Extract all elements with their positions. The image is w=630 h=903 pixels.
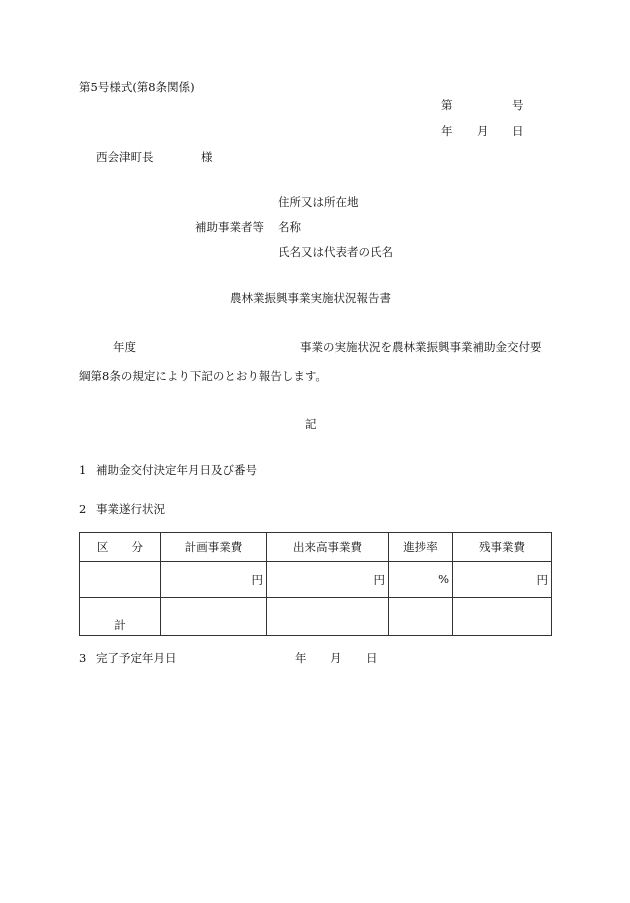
unit-yen: 円 xyxy=(373,573,385,587)
header-remaining-cost: 残事業費 xyxy=(453,533,552,562)
data-cell-planned-cost[interactable] xyxy=(161,562,267,598)
total-cell-progress-rate[interactable] xyxy=(389,598,453,636)
date-year: 年 xyxy=(441,124,453,138)
total-label-cell xyxy=(80,598,161,636)
applicant-rep-label: 氏名又は代表者の氏名 xyxy=(278,245,393,259)
header-actual-cost: 出来高事業費 xyxy=(267,533,389,562)
doc-number-suffix: 号 xyxy=(512,98,524,112)
addressee-name: 西会津町長 xyxy=(96,150,154,164)
body-line2: 綱第8条の規定により下記のとおり報告します。 xyxy=(79,369,327,383)
doc-number-prefix: 第 xyxy=(441,98,453,112)
section3-month: 月 xyxy=(330,651,342,665)
body-fiscal-year: 年度 xyxy=(113,340,136,354)
total-label: 計 xyxy=(114,618,126,632)
section2-text: 事業遂行状況 xyxy=(96,502,165,516)
data-cell-actual-cost[interactable] xyxy=(267,562,389,598)
section3-number: 3 xyxy=(79,651,87,665)
form-number: 第5号様式(第8条関係) xyxy=(79,80,195,94)
body-line1: 事業の実施状況を農林業振興事業補助金交付要 xyxy=(300,340,542,354)
document-title: 農林業振興事業実施状況報告書 xyxy=(230,291,391,305)
data-cell-category[interactable] xyxy=(80,562,161,598)
total-cell-actual-cost[interactable] xyxy=(267,598,389,636)
header-progress-rate: 進捗率 xyxy=(389,533,453,562)
progress-table xyxy=(79,532,552,636)
total-cell-planned-cost[interactable] xyxy=(161,598,267,636)
unit-yen: 円 xyxy=(536,573,548,587)
section1-number: 1 xyxy=(79,463,87,477)
section2-number: 2 xyxy=(79,502,87,516)
applicant-address-label: 住所又は所在地 xyxy=(278,195,359,209)
total-cell-remaining-cost[interactable] xyxy=(453,598,552,636)
unit-yen: 円 xyxy=(251,573,263,587)
data-cell-progress-rate[interactable] xyxy=(389,562,453,598)
section1-text: 補助金交付決定年月日及び番号 xyxy=(96,463,257,477)
unit-percent: % xyxy=(438,572,449,586)
section3-year: 年 xyxy=(295,651,307,665)
header-category: 区 分 xyxy=(80,533,161,562)
section3-text: 完了予定年月日 xyxy=(96,651,177,665)
applicant-label: 補助事業者等 xyxy=(195,220,264,234)
section3-day: 日 xyxy=(366,651,378,665)
ki-heading: 記 xyxy=(305,417,317,431)
applicant-name-label: 名称 xyxy=(278,220,301,234)
header-planned-cost: 計画事業費 xyxy=(161,533,267,562)
date-day: 日 xyxy=(512,124,524,138)
addressee-honorific: 様 xyxy=(201,150,213,164)
date-month: 月 xyxy=(477,124,489,138)
data-cell-remaining-cost[interactable] xyxy=(453,562,552,598)
